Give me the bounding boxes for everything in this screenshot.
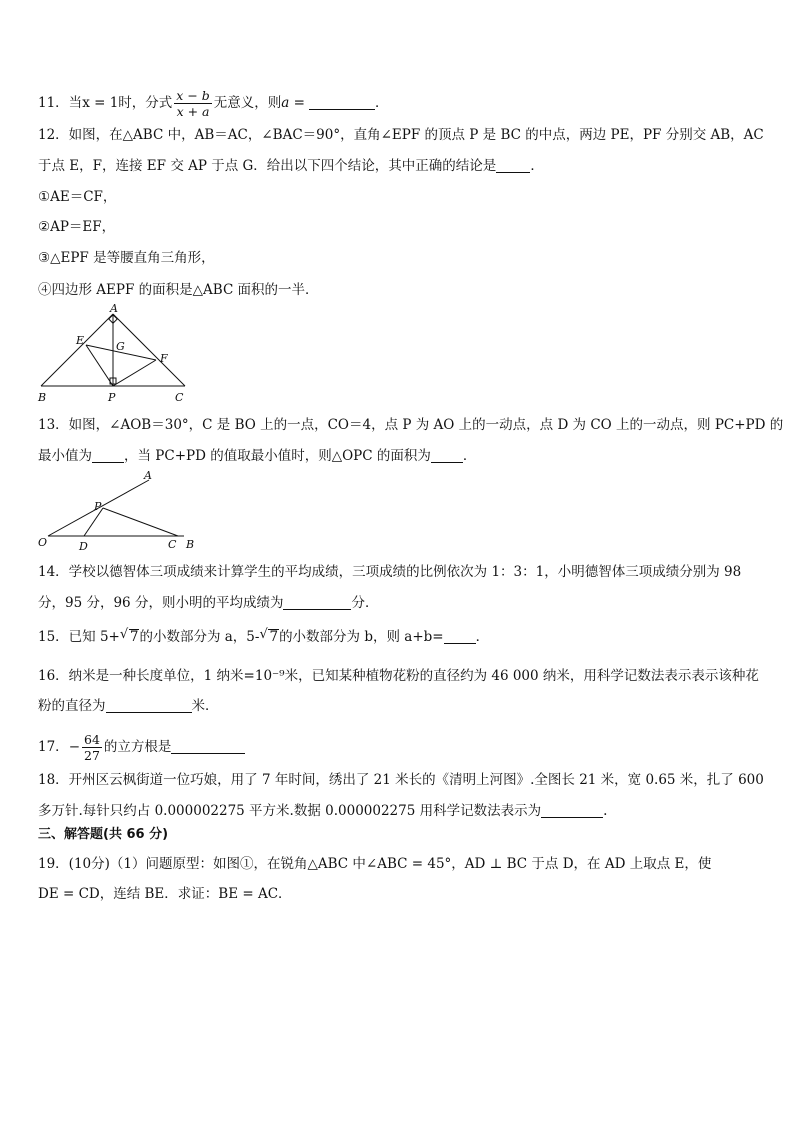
q19-line2: DE = CD，连结 BE．求证：BE = AC． [38,886,292,902]
q11-denominator: x + a [176,104,210,119]
q13-angle-figure [34,468,209,556]
q17-suffix: 的立方根是 [103,739,172,755]
fig12-label-g: G [116,340,125,353]
q11-prefix: 11．当 [38,95,83,111]
fig12-label-a: A [110,302,118,315]
q17-fraction [82,732,102,763]
q14-line2 [38,594,378,612]
fig13-label-a: A [144,469,152,482]
q15-b: 的小数部分为 a，5- [139,629,260,645]
q11-var: a = [281,95,305,111]
q15-radicand-1: 7 [129,629,139,645]
q11-fraction [174,88,211,119]
q11-answer-blank[interactable] [309,95,375,110]
fig13-label-d: D [79,540,88,553]
q12-line1: 12．如图，在△ABC 中，AB＝AC，∠BAC＝90°，直角∠EPF 的顶点 P 是 BC 的中点，两边 PE，PF 分别交 AB，AC [38,127,764,143]
q16-line1: 16．纳米是一种长度单位，1 纳米=10⁻⁹米，已知某种植物花粉的直径约为 46 000 纳米，用科学记数法表示表示该种花 [38,668,759,684]
q17-answer-blank[interactable] [171,739,245,754]
q11-cond: x = 1时，分式 [82,95,173,111]
q13-line2-b: ，当 PC+PD 的值取最小值时，则△OPC 的面积为 [124,448,431,464]
q14-line2-a: 分，95 分，96 分，则小明的平均成绩为 [38,595,284,611]
q13-line2-end: ． [462,448,477,464]
q12-answer-blank[interactable] [496,158,530,173]
q18-line2-end: . [603,803,608,819]
fig13-label-o: O [38,536,48,549]
q13-line2 [38,447,476,465]
q18-line1: 18．开州区云枫街道一位巧娘，用了 7 年时间，绣出了 21 米长的《清明上河图》.全图长 21 米，宽 0.65 米，扎了 600 [38,772,764,788]
q13-answer-blank-2[interactable] [431,448,463,463]
q15-sqrt-1: √ 7 [119,627,139,645]
q11-numerator: x − b [176,88,210,103]
q16-answer-blank[interactable] [106,698,192,713]
fig12-label-b: B [38,391,47,404]
q17-prefix: 17． [38,739,69,755]
q15-end: ． [475,629,490,645]
fig13-label-b: B [186,538,195,551]
q11-end: ． [374,95,389,111]
q17-numerator: 64 [84,732,100,747]
fig12-label-p: P [108,391,116,404]
q12-conclusion-3: ③△EPF 是等腰直角三角形， [38,250,215,266]
q19-line1: 19．(10分)（1）问题原型：如图①，在锐角△ABC 中∠ABC = 45°，AD ⊥ BC 于点 D，在 AD 上取点 E，使 [38,856,712,872]
q13-line2-a: 最小值为 [38,448,92,464]
q15-answer-blank[interactable] [444,629,476,644]
q18-line2 [38,802,607,820]
q12-line2 [38,157,544,175]
q12-conclusion-1: ①AE＝CF， [38,189,117,205]
q17-denominator: 27 [84,748,100,763]
question-17 [38,728,245,766]
q18-answer-blank[interactable] [541,803,603,818]
question-11 [38,88,388,119]
q12-triangle-figure [30,302,200,406]
fig13-label-c: C [168,538,177,551]
fig12-label-c: C [175,391,184,404]
q15-c: 的小数部分为 b，则 a+b= [279,629,444,645]
fig12-label-e: E [76,334,85,347]
q12-line2-text: 于点 E，F，连接 EF 交 AP 于点 G．给出以下四个结论，其中正确的结论是 [38,158,497,174]
q16-line2 [38,697,219,715]
q12-conclusion-2: ②AP＝EF， [38,219,116,235]
q16-line2-a: 粉的直径为 [38,698,106,714]
question-15 [38,628,489,646]
q14-line2-end: 分． [351,595,379,611]
q14-line1: 14．学校以德智体三项成绩来计算学生的平均成绩，三项成绩的比例依次为 1：3：1，小明德智体三项成绩分别为 98 [38,564,742,580]
q11-suffix: 无意义，则 [213,95,282,111]
q14-answer-blank[interactable] [283,595,351,610]
q12-line2-end: ． [530,158,544,174]
q15-sqrt-2: √ 7 [259,627,279,645]
q12-conclusion-4: ④四边形 AEPF 的面积是△ABC 面积的一半． [38,282,319,298]
q15-a: 15．已知 5+ [38,629,120,645]
q15-radicand-2: 7 [269,629,279,645]
q17-sign: − [68,739,80,755]
q18-line2-a: 多万针.每针只约占 0.000002275 平方米.数据 0.000002275 用科学记数法表示为 [38,803,542,819]
fig12-label-f: F [160,352,168,365]
section-3-heading: 三、解答题(共 66 分) [38,827,169,842]
fig13-label-p: P [94,500,102,513]
q13-line1: 13．如图，∠AOB＝30°，C 是 BO 上的一点，CO＝4，点 P 为 AO 上的一动点，点 D 为 CO 上的一动点，则 PC+PD 的 [38,417,784,433]
q13-answer-blank-1[interactable] [92,448,124,463]
q16-line2-end: 米． [191,698,219,714]
